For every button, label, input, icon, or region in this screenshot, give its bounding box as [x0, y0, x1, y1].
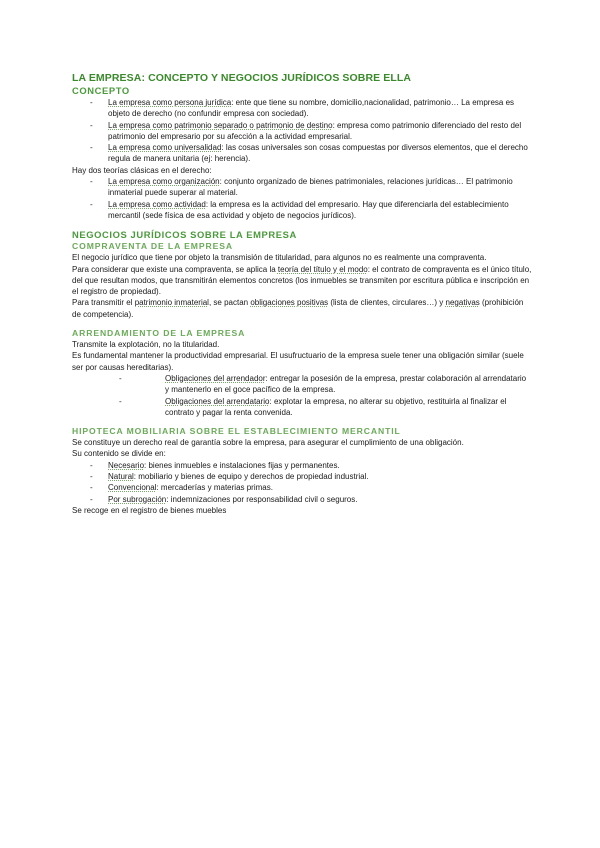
teorias-list [72, 176, 532, 221]
term: La empresa como actividad [108, 199, 206, 209]
paragraph: Para considerar que existe una compraventa, se aplica la teoría del título y el modo: el contrato de compraventa es el único título, del que resultan modos, que transmitirán elementos concretos (los inmuebles se transmiten por escritura pública e inscripción en el registro de propiedad). [72, 264, 532, 297]
term: La empresa como persona jurídica [108, 98, 232, 107]
term: Obligaciones del arrendador [165, 373, 266, 383]
term: La empresa como universalidad [108, 143, 222, 153]
term: La empresa como patrimonio separado o patrimonio de destino [108, 120, 333, 130]
subsection-heading-compraventa: COMPRAVENTA DE LA EMPRESA [72, 241, 233, 252]
paragraph: Hay dos teorías clásicas en el derecho: [72, 165, 212, 175]
paragraph: Se recoge en el registro de bienes muebles [72, 505, 227, 515]
term: Por subrogación [108, 494, 167, 504]
list-item: - Por subrogación: indemnizaciones por responsabilidad civil o seguros. [90, 494, 358, 504]
list-item: - Obligaciones del arrendatario: explotar la empresa, no alterar su objetivo, restituirla al finalizar el contrato y pagar la renta convenida. [119, 396, 507, 417]
subsection-heading-arrendamiento: ARRENDAMIENTO DE LA EMPRESA [72, 328, 246, 339]
section-heading-negocios: NEGOCIOS JURÍDICOS SOBRE LA EMPRESA [72, 229, 297, 241]
term: Convencional [108, 483, 157, 493]
concepto-list [72, 97, 532, 165]
paragraph: El negocio jurídico que tiene por objeto la transmisión de titularidad, para algunos no es realmente una compraventa. [72, 253, 487, 263]
paragraph: Para transmitir el patrimonio inmaterial, se pactan obligaciones positivas (lista de clientes, circulares…) y negativas (prohibición de competencia). [72, 298, 524, 319]
term: negativas [445, 298, 480, 308]
list-item: - La empresa como actividad: la empresa es la actividad del empresario. Hay que diferenciarla del establecimiento mercantil (sede física de esa actividad y objeto de negocios jurídicos). [90, 199, 509, 220]
subsection-heading-hipoteca: HIPOTECA MOBILIARIA SOBRE EL ESTABLECIMIENTO MERCANTIL [72, 426, 401, 437]
paragraph: Su contenido se divide en: [72, 449, 166, 459]
list-item: - Natural: mobiliario y bienes de equipo y derechos de propiedad industrial. [90, 472, 369, 482]
term: Obligaciones del arrendatario [165, 396, 270, 406]
term: Necesario [108, 460, 145, 470]
term: obligaciones positivas [250, 298, 329, 308]
list-item: - La empresa como organización: conjunto organizado de bienes patrimoniales, relaciones jurídicas… El patrimonio inmaterial puede superar al material. [90, 177, 513, 198]
document-title: LA EMPRESA: CONCEPTO Y NEGOCIOS JURÍDICOS SOBRE ELLA [72, 72, 412, 84]
list-item: - Necesario: bienes inmuebles e instalaciones fijas y permanentes. [90, 460, 340, 470]
hipoteca-list [72, 460, 532, 505]
term: Natural [108, 472, 134, 482]
list-item: - La empresa como persona jurídica: ente que tiene su nombre, domicilio,nacionalidad, patrimonio… La empresa es objeto de derecho (no confundir empresa con sociedad). [90, 98, 515, 119]
document-content [72, 71, 532, 516]
list-item: - Convencional: mercaderías y materias primas. [90, 483, 273, 493]
term: teoría del título y el modo [277, 264, 368, 274]
paragraph: Transmite la explotación, no la titularidad. [72, 340, 220, 350]
paragraph: Se constituye un derecho real de garantía sobre la empresa, para asegurar el cumplimiento de una obligación. [72, 438, 464, 448]
paragraph: Es fundamental mantener la productividad empresarial. El usufructuario de la empresa suele tener una obligación similar (suele ser por causas hereditarias). [72, 351, 524, 372]
section-heading-concepto: CONCEPTO [72, 85, 130, 96]
term: La empresa como organización [108, 177, 220, 187]
term: patrimonio inmaterial [134, 298, 209, 308]
list-item: - La empresa como universalidad: las cosas universales son cosas compuestas por diversos elementos, que el derecho regula de manera unitaria (ej: herencia). [90, 143, 528, 164]
list-item: - Obligaciones del arrendador: entregar la posesión de la empresa, prestar colaboración al arrendatario y mantenerlo en el goce pacífico de la empresa. [119, 373, 527, 395]
arrendamiento-list [119, 373, 532, 418]
list-item: - La empresa como patrimonio separado o patrimonio de destino: empresa como patrimonio diferenciado del resto del patrimonio del empresario por su afección a la actividad empresarial. [90, 120, 522, 141]
